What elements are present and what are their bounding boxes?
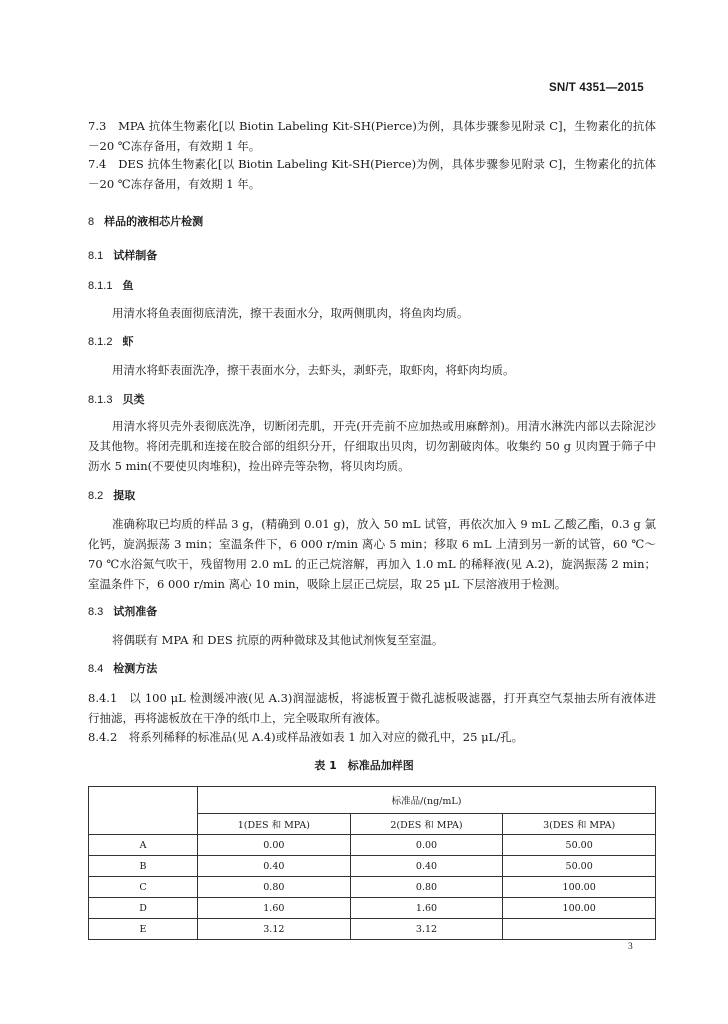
table-cell: 0.40	[198, 856, 351, 877]
table-cell: 50.00	[503, 835, 656, 856]
heading-number: 8.1.3	[88, 394, 113, 406]
paragraph-8-1-2: 用清水将虾表面洗净，擦干表面水分，去虾头，剥虾壳，取虾肉，将虾肉均质。	[112, 363, 515, 377]
heading-number: 8.1.2	[88, 336, 113, 348]
paragraph-8-1-1: 用清水将鱼表面彻底清洗，擦干表面水分，取两侧肌肉，将鱼肉均质。	[112, 306, 469, 320]
standard-loading-table	[88, 786, 656, 940]
table-cell: 50.00	[503, 856, 656, 877]
column-header: 2(DES 和 MPA)	[350, 814, 503, 835]
table-row	[89, 877, 656, 898]
heading-8	[88, 213, 203, 231]
table-cell: 0.40	[350, 856, 503, 877]
heading-title: 试剂准备	[113, 605, 158, 618]
paragraph-8-2: 准确称取已均质的样品 3 g，(精确到 0.01 g)，放入 50 mL 试管，再依次加入 9 mL 乙酸乙酯，0.3 g 氯化钙，旋涡振荡 3 min；室温条件下，6 000 r/min 离心 5 min；移取 6 mL 上清到另一新的试管，60 ℃～70 ℃水浴氮气吹干，残留物用 2.0 mL 的正己烷溶解，再加入 1.0 mL 的稀释液(见 A.2)，旋涡振荡 2 min；室温条件下，6 000 r/min 离心 10 min，吸除上层正己烷层，取 25 μL 下层溶液用于检测。	[88, 517, 656, 591]
heading-number: 8.3	[88, 606, 104, 618]
row-label: E	[89, 919, 198, 940]
table-title: 表 1 标准品加样图	[314, 759, 414, 772]
heading-title: 样品的液相芯片检测	[104, 215, 204, 228]
heading-number: 8.2	[88, 490, 104, 502]
paragraph-8-1-3: 用清水将贝壳外表彻底洗净，切断闭壳肌，开壳(开壳前不应加热或用麻醉剂)。用清水淋洗内部以去除泥沙及其他物。将闭壳肌和连接在胶合部的组织分开，仔细取出贝肉，切勿割破肉体。收集约 50 g 贝肉置于筛子中沥水 5 min(不要使贝肉堆积)，捡出碎壳等杂物，将贝肉均质。	[88, 419, 656, 473]
heading-8-1-3	[88, 391, 144, 409]
heading-title: 提取	[113, 489, 136, 502]
heading-title: 检测方法	[113, 662, 158, 675]
table-cell: 3.12	[198, 919, 351, 940]
heading-number: 8.1.1	[88, 280, 113, 292]
table-cell	[503, 919, 656, 940]
table-cell: 0.80	[198, 877, 351, 898]
table-corner-cell	[89, 787, 198, 835]
heading-8-3	[88, 603, 157, 621]
table-cell: 100.00	[503, 877, 656, 898]
table-cell: 0.00	[198, 835, 351, 856]
heading-title: 试样制备	[113, 249, 158, 262]
table-cell: 1.60	[198, 898, 351, 919]
row-label: D	[89, 898, 198, 919]
heading-number: 8.1	[88, 250, 104, 262]
heading-8-4	[88, 660, 157, 678]
table-cell: 0.00	[350, 835, 503, 856]
standard-code: SN/T 4351—2015	[549, 82, 644, 94]
row-label: C	[89, 877, 198, 898]
heading-8-2	[88, 487, 135, 505]
heading-number: 8.4	[88, 663, 104, 675]
heading-title: 鱼	[122, 279, 134, 292]
row-label: A	[89, 835, 198, 856]
heading-number: 8	[88, 216, 95, 228]
table-cell: 0.80	[350, 877, 503, 898]
table-cell: 1.60	[350, 898, 503, 919]
table-cell: 3.12	[350, 919, 503, 940]
table-row	[89, 898, 656, 919]
column-header: 3(DES 和 MPA)	[503, 814, 656, 835]
page-number: 3	[628, 942, 633, 952]
heading-title: 贝类	[122, 393, 145, 406]
heading-8-1	[88, 247, 157, 265]
paragraph-8-4-2: 8.4.2 将系列稀释的标准品(见 A.4)或样品液如表 1 加入对应的微孔中，25 μL/孔。	[88, 730, 524, 744]
heading-8-1-1	[88, 277, 133, 295]
table-row	[89, 835, 656, 856]
table-cell: 100.00	[503, 898, 656, 919]
heading-title: 虾	[122, 335, 134, 348]
heading-8-1-2	[88, 333, 133, 351]
paragraph-7-3: 7.3 MPA 抗体生物素化[以 Biotin Labeling Kit-SH(Pierce)为例，具体步骤参见附录 C]，生物素化的抗体－20 ℃冻存备用，有效期 1 年。	[88, 119, 656, 153]
table-row	[89, 919, 656, 940]
table-group-header: 标准品/(ng/mL)	[198, 787, 656, 814]
column-header: 1(DES 和 MPA)	[198, 814, 351, 835]
paragraph-7-4: 7.4 DES 抗体生物素化[以 Biotin Labeling Kit-SH(Pierce)为例，具体步骤参见附录 C]，生物素化的抗体－20 ℃冻存备用，有效期 1 年。	[88, 157, 656, 191]
row-label: B	[89, 856, 198, 877]
table-row	[89, 856, 656, 877]
paragraph-8-3: 将偶联有 MPA 和 DES 抗原的两种微球及其他试剂恢复至室温。	[112, 633, 444, 647]
paragraph-8-4-1: 8.4.1 以 100 μL 检测缓冲液(见 A.3)润湿滤板，将滤板置于微孔滤板吸滤器，打开真空气泵抽去所有液体进行抽滤，再将滤板放在干净的纸巾上，完全吸取所有液体。	[88, 691, 656, 725]
